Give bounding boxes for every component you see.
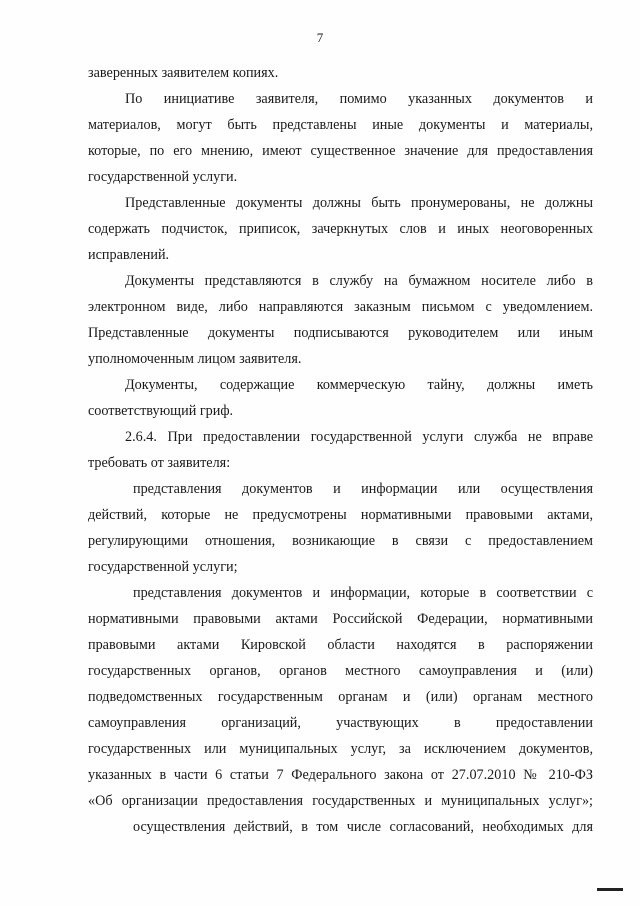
- page-number: 7: [316, 30, 324, 45]
- text-line: Представленные документы подписываются руководителем или иным: [88, 325, 593, 341]
- text-line: заверенных заявителем копиях.: [88, 65, 279, 81]
- text-line: Представленные документы должны быть пронумерованы, не должны: [125, 195, 593, 211]
- text-line: осуществления действий, в том числе согласований, необходимых для: [133, 819, 593, 835]
- text-line: электронном виде, либо направляются заказным письмом с уведомлением.: [88, 299, 593, 315]
- text-line: регулирующими отношения, возникающие в связи с предоставлением: [88, 533, 593, 549]
- text-line: представления документов и информации или осуществления: [133, 481, 593, 497]
- text-line: содержать подчисток, приписок, зачеркнутых слов и иных неоговоренных: [88, 221, 593, 237]
- text-line: Документы представляются в службу на бумажном носителе либо в: [125, 273, 593, 289]
- text-line: Документы, содержащие коммерческую тайну, должны иметь: [125, 377, 593, 393]
- scan-corner-mark: [597, 888, 623, 891]
- text-line: уполномоченным лицом заявителя.: [88, 351, 302, 367]
- text-line: действий, которые не предусмотрены нормативными правовыми актами,: [88, 507, 593, 523]
- text-line: государственной услуги;: [88, 559, 238, 575]
- text-line: исправлений.: [88, 247, 170, 263]
- text-line: По инициативе заявителя, помимо указанных документов и: [125, 91, 593, 107]
- text-line: правовыми актами Кировской области находятся в распоряжении: [88, 637, 593, 653]
- text-line: самоуправления организаций, участвующих в предоставлении: [88, 715, 593, 731]
- text-line: «Об организации предоставления государственных и муниципальных услуг»;: [88, 793, 593, 809]
- text-line: представления документов и информации, которые в соответствии с: [133, 585, 593, 601]
- text-line: государственной услуги.: [88, 169, 238, 185]
- text-line: государственных или муниципальных услуг, за исключением документов,: [88, 741, 593, 757]
- text-line: которые, по его мнению, имеют существенное значение для предоставления: [88, 143, 593, 159]
- text-line: 2.6.4. При предоставлении государственной услуги служба не вправе: [125, 429, 593, 445]
- text-line: указанных в части 6 статьи 7 Федерального закона от 27.07.2010 № 210-ФЗ: [88, 767, 593, 783]
- text-line: требовать от заявителя:: [88, 455, 231, 471]
- text-line: нормативными правовыми актами Российской Федерации, нормативными: [88, 611, 593, 627]
- text-line: материалов, могут быть представлены иные документы и материалы,: [88, 117, 593, 133]
- text-line: подведомственных государственным органам и (или) органам местного: [88, 689, 593, 705]
- text-line: государственных органов, органов местного самоуправления и (или): [88, 663, 593, 679]
- text-line: соответствующий гриф.: [88, 403, 234, 419]
